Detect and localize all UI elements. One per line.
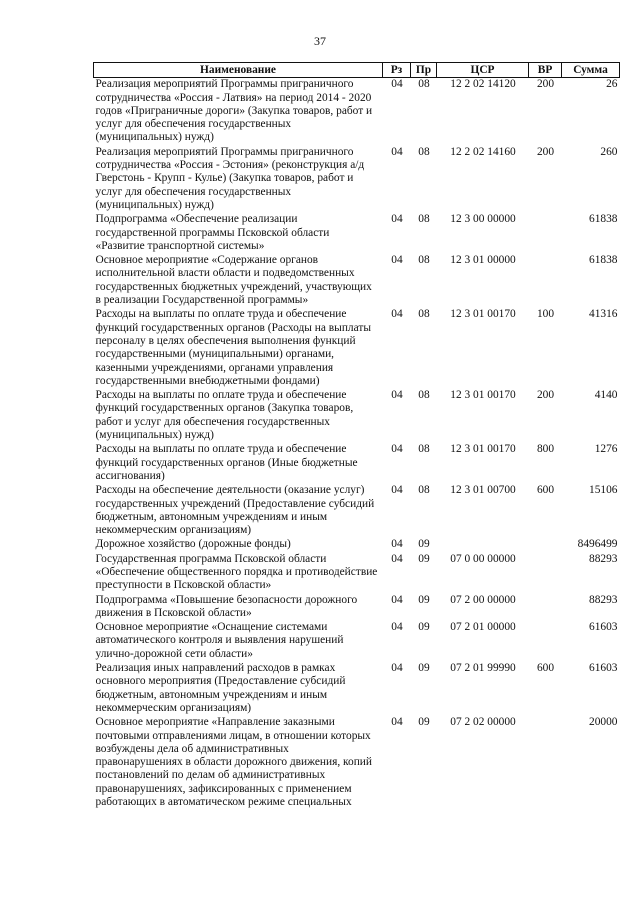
cell-pr: 09 bbox=[418, 621, 430, 634]
table-row bbox=[94, 443, 620, 484]
cell-rz: 04 bbox=[391, 538, 403, 551]
header-name: Наименование bbox=[94, 63, 383, 78]
cell-name: Расходы на выплаты по оплате труда и обеспечение функций государственных органов (Расходы на выплаты персоналу в целях обеспечения выполнения функций государственными (муниципальными) органами, казенными учреждениями, органами управления государственными внебюджетными фондами) bbox=[95, 308, 371, 387]
table-row bbox=[94, 538, 620, 552]
cell-sum: 8496499 bbox=[577, 538, 618, 551]
header-rz: Рз bbox=[383, 63, 411, 78]
cell-csr: 12 3 01 00170 bbox=[450, 308, 516, 321]
cell-csr: 07 2 01 00000 bbox=[450, 621, 516, 634]
cell-pr: 08 bbox=[418, 213, 430, 226]
cell-rz: 04 bbox=[391, 213, 403, 226]
cell-pr: 09 bbox=[418, 538, 430, 551]
cell-csr: 12 2 02 14160 bbox=[450, 145, 516, 158]
cell-sum: 4140 bbox=[594, 389, 618, 402]
cell-pr: 08 bbox=[418, 145, 430, 158]
cell-csr: 07 2 02 00000 bbox=[450, 716, 516, 729]
cell-pr: 09 bbox=[418, 662, 430, 675]
cell-sum: 61838 bbox=[589, 254, 618, 267]
cell-rz: 04 bbox=[391, 389, 403, 402]
cell-pr: 09 bbox=[418, 716, 430, 729]
table-row bbox=[94, 254, 620, 308]
cell-name: Подпрограмма «Повышение безопасности дорожного движения в Псковской области» bbox=[95, 593, 358, 619]
header-vr: ВР bbox=[529, 63, 562, 78]
cell-pr: 09 bbox=[418, 593, 430, 606]
table-row bbox=[94, 389, 620, 443]
cell-sum: 260 bbox=[600, 145, 618, 158]
table-row bbox=[94, 484, 620, 538]
cell-sum: 26 bbox=[606, 78, 618, 91]
cell-csr: 12 3 01 00000 bbox=[450, 254, 516, 267]
cell-rz: 04 bbox=[391, 78, 403, 91]
cell-vr: 600 bbox=[536, 662, 555, 675]
cell-rz: 04 bbox=[391, 621, 403, 634]
budget-table-container bbox=[93, 62, 619, 810]
cell-csr: 07 0 00 00000 bbox=[450, 552, 516, 565]
cell-csr bbox=[437, 538, 529, 552]
cell-vr: 200 bbox=[536, 78, 555, 91]
cell-vr: 200 bbox=[536, 389, 555, 402]
cell-sum: 61838 bbox=[589, 213, 618, 226]
cell-vr: 200 bbox=[536, 145, 555, 158]
cell-sum: 61603 bbox=[589, 621, 618, 634]
cell-name: Расходы на выплаты по оплате труда и обеспечение функций государственных органов (Закупка товаров, работ и услуг для обеспечения государственных (муниципальных) нужд) bbox=[95, 389, 354, 442]
cell-csr: 12 3 01 00700 bbox=[450, 484, 516, 497]
cell-rz: 04 bbox=[391, 443, 403, 456]
cell-csr: 07 2 01 99990 bbox=[450, 662, 516, 675]
cell-csr: 12 3 01 00170 bbox=[450, 389, 516, 402]
cell-sum: 15106 bbox=[589, 484, 618, 497]
header-sum: Сумма bbox=[562, 63, 620, 78]
cell-rz: 04 bbox=[391, 484, 403, 497]
table-body bbox=[94, 78, 620, 811]
cell-sum: 61603 bbox=[589, 662, 618, 675]
cell-name: Расходы на выплаты по оплате труда и обеспечение функций государственных органов (Иные бюджетные ассигнования) bbox=[95, 443, 358, 482]
cell-pr: 08 bbox=[418, 484, 430, 497]
table-row bbox=[94, 662, 620, 716]
cell-vr bbox=[529, 553, 562, 594]
cell-name: Основное мероприятие «Направление заказными почтовыми отправлениями лицам, в отношении которых возбуждены дела об административных правонарушениях в области дорожного движения, копий постановлений по делам об административных правонарушениях, зафиксированных с применением работающих в автоматическом режиме специальных bbox=[95, 716, 372, 809]
cell-name: Дорожное хозяйство (дорожные фонды) bbox=[95, 538, 291, 551]
cell-vr bbox=[529, 621, 562, 662]
cell-sum: 88293 bbox=[589, 552, 618, 565]
header-csr: ЦСР bbox=[437, 63, 529, 78]
cell-pr: 09 bbox=[418, 552, 430, 565]
cell-rz: 04 bbox=[391, 662, 403, 675]
cell-csr: 12 2 02 14120 bbox=[450, 78, 516, 91]
header-pr: Пр bbox=[411, 63, 437, 78]
table-row bbox=[94, 716, 620, 810]
cell-rz: 04 bbox=[391, 593, 403, 606]
cell-vr: 100 bbox=[536, 308, 555, 321]
cell-pr: 08 bbox=[418, 389, 430, 402]
cell-name: Основное мероприятие «Содержание органов исполнительной власти области и подведомственных государственных бюджетных учреждений, участвующих в реализации Государственной программы» bbox=[95, 254, 372, 307]
cell-name: Подпрограмма «Обеспечение реализации государственной программы Псковской области «Развитие транспортной системы» bbox=[95, 213, 330, 252]
cell-rz: 04 bbox=[391, 308, 403, 321]
cell-vr: 800 bbox=[536, 443, 555, 456]
table-row bbox=[94, 594, 620, 622]
table-row bbox=[94, 213, 620, 254]
cell-rz: 04 bbox=[391, 145, 403, 158]
cell-pr: 08 bbox=[418, 78, 430, 91]
cell-vr bbox=[529, 213, 562, 254]
cell-vr bbox=[529, 716, 562, 810]
cell-name: Расходы на обеспечение деятельности (оказание услуг) государственных учреждений (Предоставление субсидий бюджетным, автономным учреждениям и иным некоммерческим организациям) bbox=[95, 484, 375, 537]
cell-csr: 12 3 00 00000 bbox=[450, 213, 516, 226]
cell-csr: 07 2 00 00000 bbox=[450, 593, 516, 606]
cell-pr: 08 bbox=[418, 308, 430, 321]
cell-pr: 08 bbox=[418, 254, 430, 267]
table-row bbox=[94, 308, 620, 389]
cell-sum: 1276 bbox=[594, 443, 618, 456]
cell-name: Реализация иных направлений расходов в рамках основного мероприятия (Предоставление субсидий бюджетным, автономным учреждениям и иным некоммерческим организациям) bbox=[95, 662, 346, 714]
cell-vr bbox=[529, 594, 562, 622]
cell-vr: 600 bbox=[536, 484, 555, 497]
cell-sum: 88293 bbox=[589, 593, 618, 606]
budget-table bbox=[93, 62, 620, 810]
table-row bbox=[94, 78, 620, 146]
table-row bbox=[94, 553, 620, 594]
table-row bbox=[94, 621, 620, 662]
cell-name: Реализация мероприятий Программы приграничного сотрудничества «Россия - Латвия» на период 2014 - 2020 годов «Приграничные дороги» (Закупка товаров, работ и услуг для обеспечения государственных (муниципальных) нужд) bbox=[95, 78, 373, 144]
cell-name: Реализация мероприятий Программы приграничного сотрудничества «Россия - Эстония» (реконструкция а/д Гверстонь - Крупп - Кулье) (Закупка товаров, работ и услуг для обеспечения государственных (муниципальных) нужд) bbox=[95, 145, 365, 211]
cell-vr bbox=[529, 254, 562, 308]
cell-rz: 04 bbox=[391, 552, 403, 565]
cell-name: Основное мероприятие «Оснащение системами автоматического контроля и выявления нарушений улично-дорожной сети области» bbox=[95, 621, 344, 660]
cell-csr: 12 3 01 00170 bbox=[450, 443, 516, 456]
page-number: 37 bbox=[314, 34, 326, 48]
cell-vr bbox=[529, 538, 562, 552]
cell-sum: 20000 bbox=[589, 716, 618, 729]
table-row bbox=[94, 146, 620, 213]
cell-rz: 04 bbox=[391, 254, 403, 267]
cell-pr: 08 bbox=[418, 443, 430, 456]
cell-name: Государственная программа Псковской области «Обеспечение общественного порядка и противодействие преступности в Псковской области» bbox=[95, 552, 378, 592]
cell-sum: 41316 bbox=[589, 308, 618, 321]
cell-rz: 04 bbox=[391, 716, 403, 729]
table-header-row bbox=[94, 63, 620, 78]
